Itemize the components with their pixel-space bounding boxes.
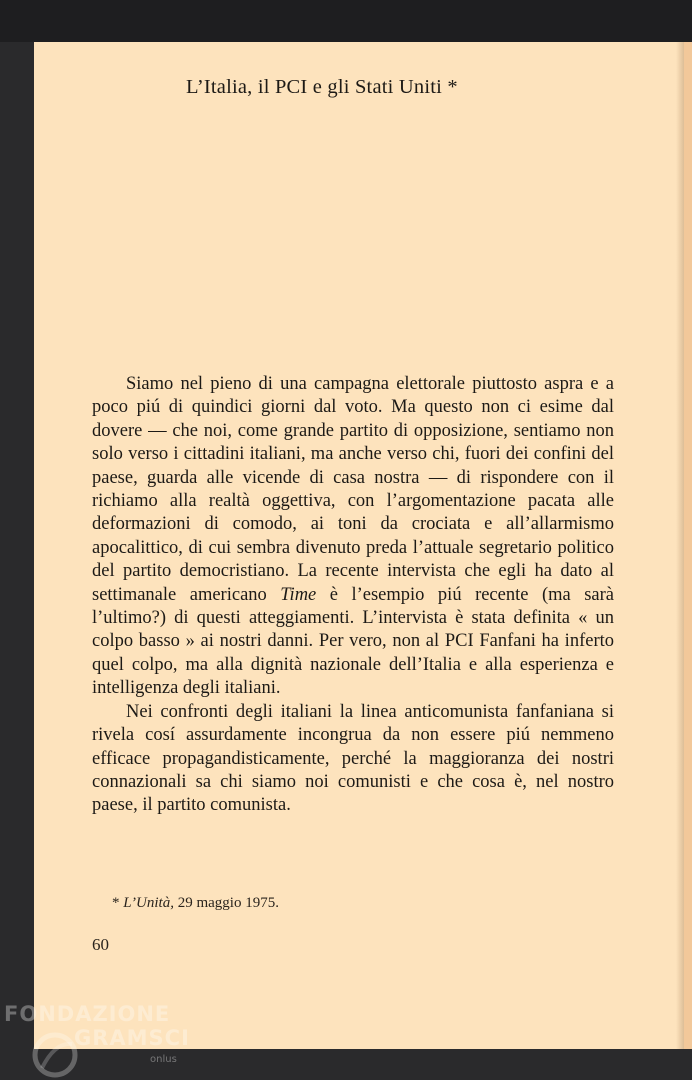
paragraph-1-text-b: è l’esempio piú recente (ma sarà l’ultimo?) di questi atteggiamenti. L’intervista è stata definita « un colpo basso » ai nostri danni. Per vero, non al PCI Fanfani ha inferto quel colpo, ma alla dignità nazionale dell’Italia e alla esperienza e intelligenza degli italiani. [92,584,614,699]
footnote-source: L’Unità, [123,895,174,911]
footnote [112,895,532,912]
watermark-line-1: FONDAZIONE [4,1002,171,1026]
paragraph-1-text-a: Siamo nel pieno di una campagna elettorale piuttosto aspra e a poco piú di quindici giorni dal voto. Ma questo non ci esime dal dovere — che noi, come grande partito di opposizione, sentiamo non solo verso i cittadini italiani, ma anche verso chi, fuori dei confini del paese, guarda alle vicende di casa nostra — di rispondere con il richiamo alla realtà oggettiva, con l’argomentazione pacata alle deformazioni di comodo, ai toni da crociata e all’allarmismo apocalittico, di cui sembra divenuto preda l’attuale segretario politico del partito democristiano. La recente intervista che egli ha dato al settimanale americano [92,374,614,605]
watermark-line-3: onlus [150,1054,177,1065]
page-number: 60 [92,935,109,954]
footnote-date: 29 maggio 1975. [177,895,279,911]
page-title: L’Italia, il PCI e gli Stati Uniti * [186,76,458,98]
watermark-line-2: GRAMSCI [74,1026,190,1050]
watermark [4,1002,224,1080]
paragraph-1 [92,373,614,701]
scan-background-top [0,0,692,42]
paragraph-2: Nei confronti degli italiani la linea anticomunista fanfaniana si rivela cosí assurdamente incongrua da non essere piú nemmeno efficace propagandisticamente, perché la maggioranza dei nostri connazionali sa chi siamo noi comunisti e che cosa è, nel nostro paese, il partito comunista. [92,701,614,816]
footnote-marker: * [112,895,120,911]
magazine-name: Time [280,584,317,605]
article-body [92,373,614,818]
page-edge [684,42,692,1049]
